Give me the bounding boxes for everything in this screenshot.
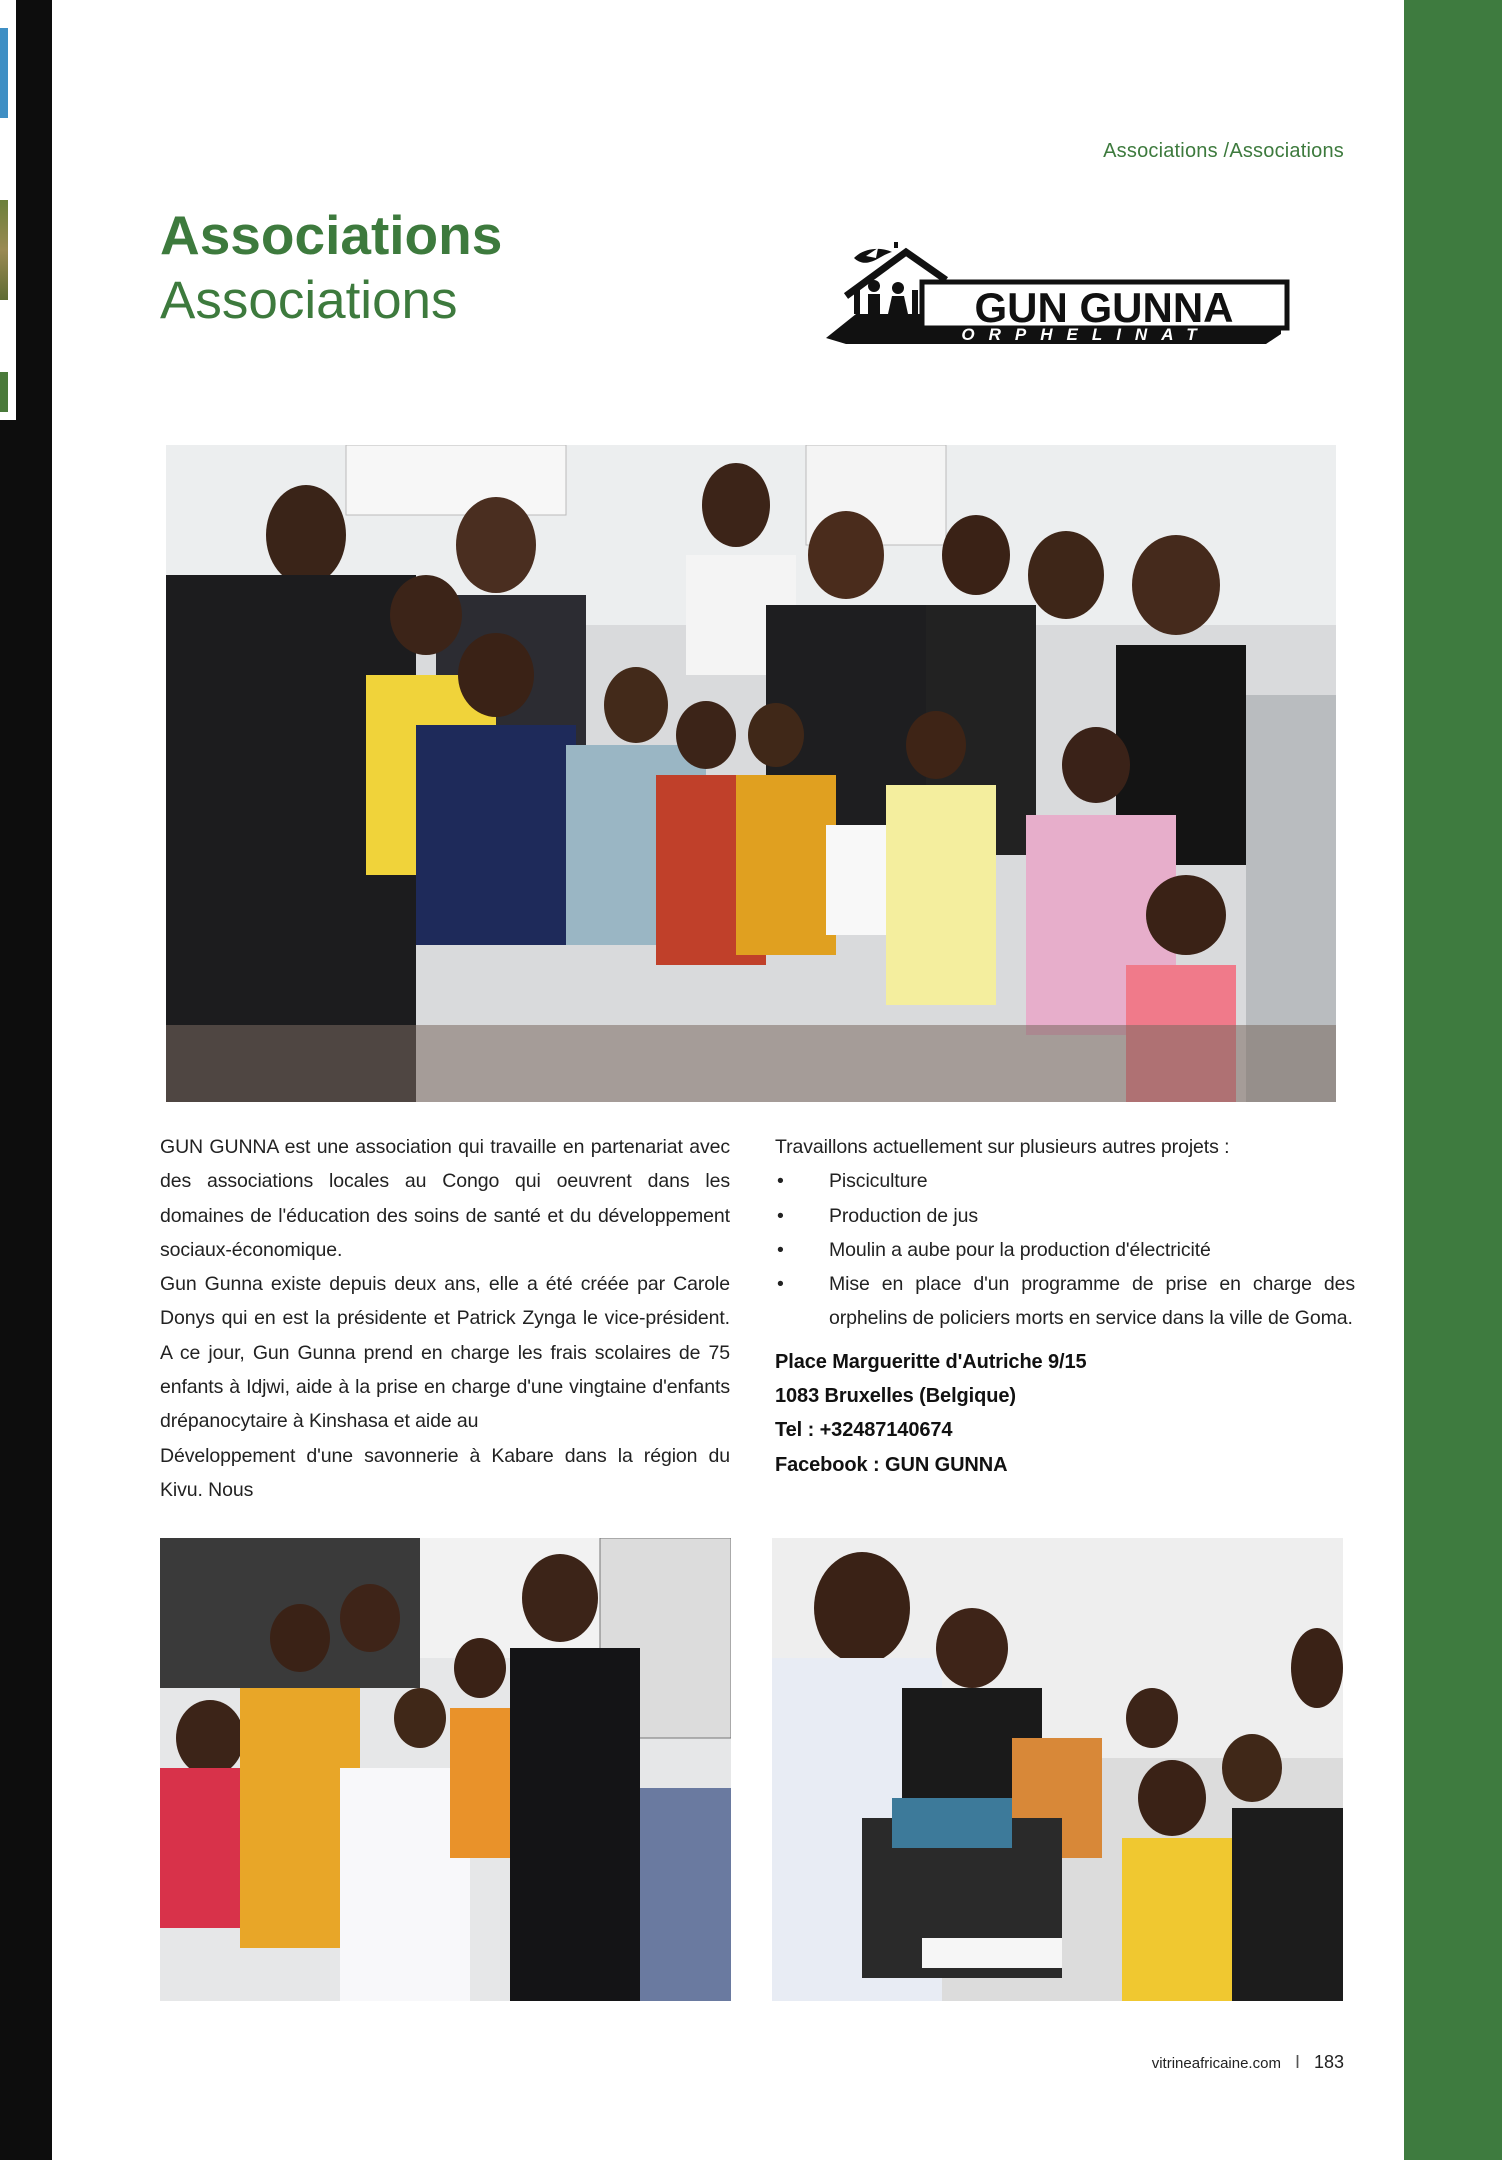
list-item (775, 1164, 1355, 1198)
breadcrumb: Associations /Associations (1103, 140, 1344, 162)
description-paragraph-2: Gun Gunna existe depuis deux ans, elle a été créée par Carole Donys qui en est la présidente et Patrick Zynga le vice-président. A ce jour, Gun Gunna prend en charge les frais scolaires de 75 enfants à Idjwi, aide à la prise en charge d'une vingtaine d'enfants drépanocytaire à Kinshasa et aide au (160, 1273, 730, 1433)
list-item (775, 1233, 1355, 1267)
project-text: Mise en place d'un programme de prise en charge des orphelins de policiers morts en service dans la ville de Goma. (829, 1273, 1355, 1330)
project-text: Moulin a aube pour la production d'électricité (829, 1238, 1211, 1261)
list-item (775, 1267, 1355, 1336)
footer-site: vitrineafricaine.com (1151, 2055, 1281, 2072)
description-paragraph-3: Développement d'une savonnerie à Kabare dans la région du Kivu. Nous (160, 1444, 730, 1501)
bullet-icon: • (777, 1273, 784, 1296)
logo-tagline: ORPHELINAT (961, 325, 1211, 344)
list-item (775, 1199, 1355, 1233)
right-green-band (1404, 0, 1502, 2160)
bullet-icon: • (777, 1170, 784, 1193)
gun-gunna-logo (826, 238, 1296, 358)
address-line-1: Place Margueritte d'Autriche 9/15 (775, 1350, 1087, 1373)
page-number: 183 (1313, 2052, 1344, 2072)
project-text: Production de jus (829, 1204, 978, 1227)
page-title: Associations (160, 204, 503, 266)
description-paragraph-1: GUN GUNNA est une association qui travaille en partenariat avec des associations locales au Congo qui oeuvrent dans les domaines de l'éducation des soins de santé et du développement sociaux-économique. (160, 1136, 730, 1261)
phone-number: Tel : +32487140674 (775, 1419, 953, 1442)
bullet-icon: • (777, 1238, 784, 1261)
projects-intro: Travaillons actuellement sur plusieurs autres projets : (775, 1136, 1230, 1158)
logo-name: GUN GUNNA (974, 284, 1234, 331)
address-line-2: 1083 Bruxelles (Belgique) (775, 1385, 1016, 1408)
projects-list (775, 1164, 1355, 1335)
page-subtitle: Associations (160, 271, 458, 330)
description-right-column (775, 1130, 1355, 1482)
footer-separator: I (1294, 2052, 1300, 2072)
previous-page-thumbnail (0, 0, 16, 420)
facebook-link[interactable]: Facebook : GUN GUNNA (775, 1453, 1008, 1476)
bullet-icon: • (777, 1204, 784, 1227)
description-left-column (160, 1130, 730, 1507)
project-text: Pisciculture (829, 1170, 928, 1193)
children-photo-right (772, 1538, 1343, 2001)
contact-block (775, 1345, 1355, 1482)
group-photo (166, 445, 1336, 1102)
page-footer (1100, 2052, 1344, 2073)
children-photo-left (160, 1538, 731, 2001)
